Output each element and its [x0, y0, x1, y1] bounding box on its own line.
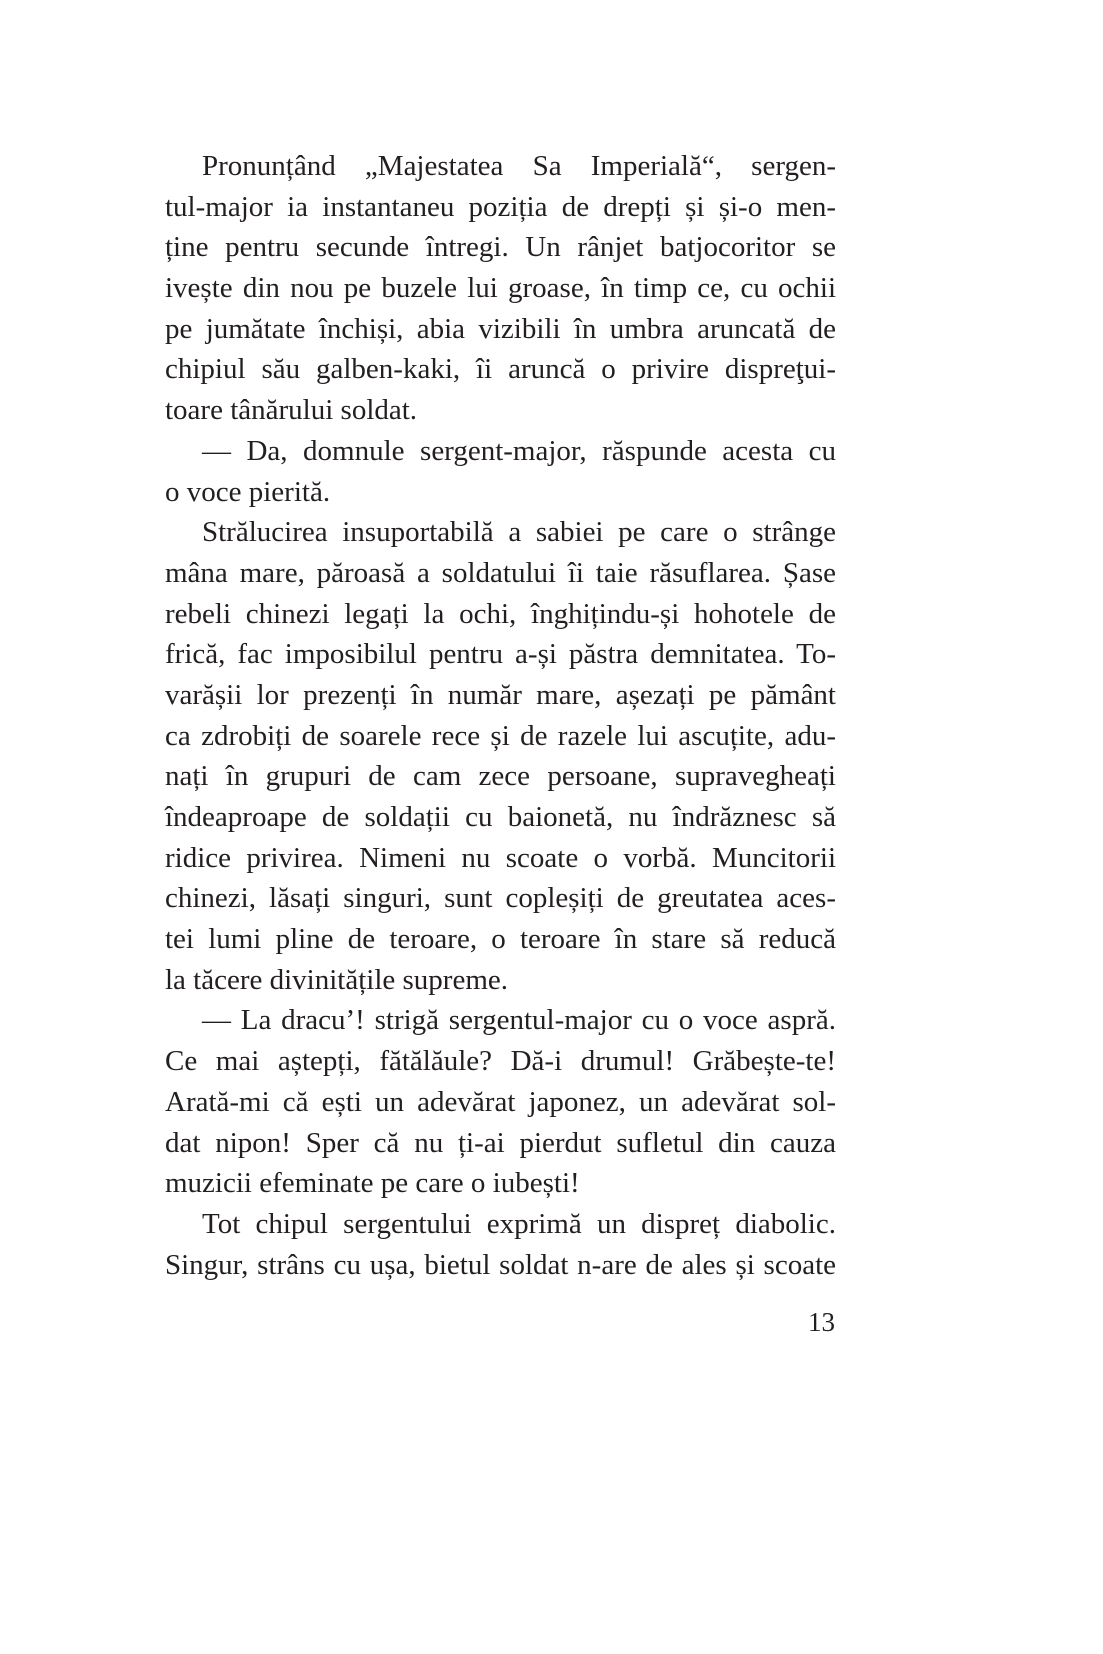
- text-line: mâna mare, păroasă a soldatului îi taie răsuflarea. Șase: [165, 556, 836, 589]
- text-line: — Da, domnule sergent-major, răspunde acesta cu: [202, 434, 836, 467]
- text-line: pe jumătate închiși, abia vizibili în umbra aruncată de: [165, 312, 836, 345]
- text-line: o voce pierită.: [165, 475, 331, 508]
- text-line: tul-major ia instantaneu poziția de drepți și și-o men-: [165, 190, 836, 223]
- text-line: Tot chipul sergentului exprimă un dispreț diabolic.: [202, 1207, 836, 1240]
- text-line: îndeaproape de soldații cu baionetă, nu îndrăznesc să: [165, 801, 836, 833]
- body-text: [165, 146, 836, 1285]
- text-line: chipiul său galben-kaki, îi aruncă o privire dispreţui-: [165, 353, 836, 386]
- text-line: dat nipon! Sper că nu ți-ai pierdut sufletul din cauza: [165, 1126, 836, 1159]
- text-line: toare tânărului soldat.: [165, 394, 418, 427]
- text-line: Singur, strâns cu ușa, bietul soldat n-are de ales și scoate: [165, 1248, 836, 1281]
- page-number: 13: [808, 1307, 835, 1337]
- text-line: muzicii efeminate pe care o iubești!: [165, 1167, 580, 1200]
- text-line: Strălucirea insuportabilă a sabiei pe care o strânge: [202, 516, 836, 549]
- text-line: frică, fac imposibilul pentru a-și păstra demnitatea. To-: [165, 638, 836, 671]
- text-line: ridice privirea. Nimeni nu scoate o vorbă. Muncitorii: [165, 841, 836, 874]
- text-line: tei lumi pline de teroare, o teroare în stare să reducă: [165, 923, 836, 956]
- text-line: Pronunțând „Majestatea Sa Imperială“, sergen-: [202, 150, 836, 182]
- paragraph: [165, 431, 836, 512]
- text-line: nați în grupuri de cam zece persoane, supravegheați: [165, 760, 836, 793]
- text-line: chinezi, lăsați singuri, sunt copleșiți de greutatea aces-: [165, 882, 836, 915]
- paragraph: [165, 1000, 836, 1203]
- text-line: Arată-mi că ești un adevărat japonez, un adevărat sol-: [165, 1085, 836, 1118]
- text-line: rebeli chinezi legați la ochi, înghițindu-și hohotele de: [165, 597, 836, 630]
- text-line: Ce mai aștepți, fătălăule? Dă-i drumul! Grăbește-te!: [165, 1045, 836, 1078]
- text-line: ivește din nou pe buzele lui groase, în timp ce, cu ochii: [165, 272, 836, 305]
- text-line: ca zdrobiți de soarele rece și de razele lui ascuțite, adu-: [165, 719, 836, 752]
- text-line: varășii lor prezenți în număr mare, așezați pe pământ: [165, 678, 836, 711]
- text-line: ține pentru secunde întregi. Un rânjet batjocoritor se: [165, 231, 836, 264]
- text-line: la tăcere divinitățile supreme.: [165, 963, 509, 996]
- paragraph: [165, 512, 836, 1000]
- text-line: — La dracu’! strigă sergentul-major cu o voce aspră.: [202, 1004, 836, 1037]
- paragraph: [165, 1204, 836, 1285]
- paragraph: [165, 146, 836, 431]
